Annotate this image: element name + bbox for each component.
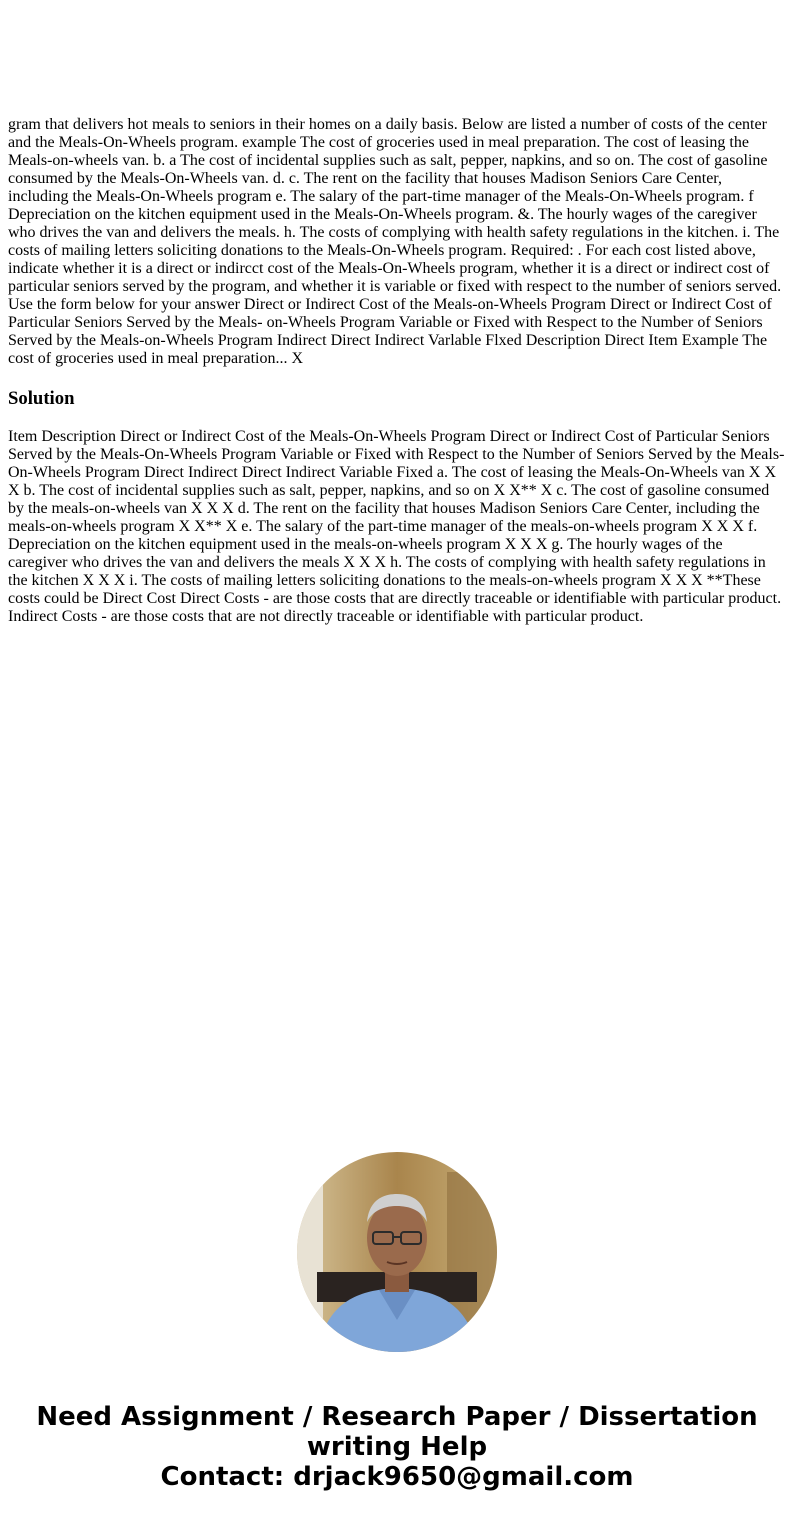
main-content [8,116,786,626]
promo-section [0,1152,794,1492]
question-text: gram that delivers hot meals to seniors in their homes on a daily basis. Below are listed a number of costs of the center and the Meals-On-Wheels program. example The cost of groceries used in meal preparation. The cost of leasing the Meals-on-wheels van. b. a The cost of incidental supplies such as salt, pepper, napkins, and so on. The cost of gasoline consumed by the Meals-On-Wheels van. d. c. The rent on the facility that houses Madison Seniors Care Center, including the Meals-On-Wheels program e. The salary of the part-time manager of the Meals-On-Wheels program. f Depreciation on the kitchen equipment used in the Meals-On-Wheels program. &. The hourly wages of the caregiver who drives the van and delivers the meals. h. The costs of complying with health safety regulations in the kitchen. i. The costs of mailing letters soliciting donations to the Meals-On-Wheels program. Required: . For each cost listed above, indicate whether it is a direct or indircct cost of the Meals-On-Wheels program, whether it is a direct or indirect cost of particular seniors served by the program, and whether it is variable or fixed with respect to the number of seniors served. Use the form below for your answer Direct or Indirect Cost of the Meals-on-Wheels Program Direct or Indirect Cost of Particular Seniors Served by the Meals- on-Wheels Program Variable or Fixed with Respect to the Number of Seniors Served by the Meals-on-Wheels Program Indirect Direct Indirect Varlable Flxed Description Direct Item Example The cost of groceries used in meal preparation... X [8,116,782,367]
promo-line-help: Need Assignment / Research Paper / Dissertation writing Help [36,1402,758,1462]
promo-line-contact: Contact: drjack9650@gmail.com [160,1462,634,1492]
solution-heading: Solution [8,388,75,409]
avatar-portrait-icon [297,1152,497,1352]
promo-text [0,1402,794,1492]
solution-text: Item Description Direct or Indirect Cost of the Meals-On-Wheels Program Direct or Indirect Cost of Particular Seniors Served by the Meals-On-Wheels Program Variable or Fixed with Respect to the Number of Seniors Served by the Meals-On-Wheels Program Direct Indirect Direct Indirect Variable Fixed a. The cost of leasing the Meals-On-Wheels van X X X b. The cost of incidental supplies such as salt, pepper, napkins, and so on X X** X c. The cost of gasoline consumed by the meals-on-wheels van X X X d. The rent on the facility that houses Madison Seniors Care Center, including the meals-on-wheels program X X** X e. The salary of the part-time manager of the meals-on-wheels program X X X f. Depreciation on the kitchen equipment used in the meals-on-wheels program X X X g. The hourly wages of the caregiver who drives the van and delivers the meals X X X h. The costs of complying with health safety regulations in the kitchen X X X i. The costs of mailing letters soliciting donations to the meals-on-wheels program X X X **These costs could be Direct Cost Direct Costs - are those costs that are directly traceable or identifiable with particular product. Indirect Costs - are those costs that are not directly traceable or identifiable with particular product. [8,428,785,625]
avatar [297,1152,497,1352]
